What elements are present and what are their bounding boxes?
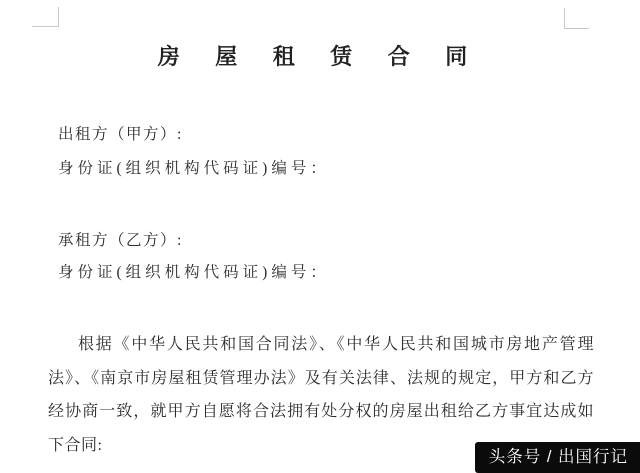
- preamble-line: 法》、《南京市房屋租赁管理办法》及有关法律、法规的规定，甲方和乙方: [48, 369, 594, 387]
- preamble-line: 经协商一致，就甲方自愿将合法拥有处分权的房屋出租给乙方事宜达成如: [48, 403, 594, 420]
- page-corner-mark-right: [564, 28, 589, 29]
- watermark-badge: [475, 442, 640, 473]
- page-corner-mark-right: [564, 8, 565, 29]
- preamble-line: 根据《中华人民共和国合同法》、《中华人民共和国城市房地产管理: [78, 336, 594, 353]
- preamble-line: 下合同:: [48, 436, 103, 454]
- document-title: 房 屋 租 赁 合 同: [157, 44, 483, 69]
- lessor-party-label: 出租方（甲方）:: [58, 126, 183, 143]
- lessee-id-number-label: 身份证(组织机构代码证)编号：: [58, 264, 330, 281]
- watermark-text: 头条号 / 出国行记: [488, 448, 628, 466]
- page-corner-mark-left: [32, 26, 59, 27]
- lessor-id-number-label: 身份证(组织机构代码证)编号：: [58, 160, 330, 177]
- page-corner-mark-left: [58, 7, 59, 27]
- lessee-party-label: 承租方（乙方）:: [58, 232, 183, 249]
